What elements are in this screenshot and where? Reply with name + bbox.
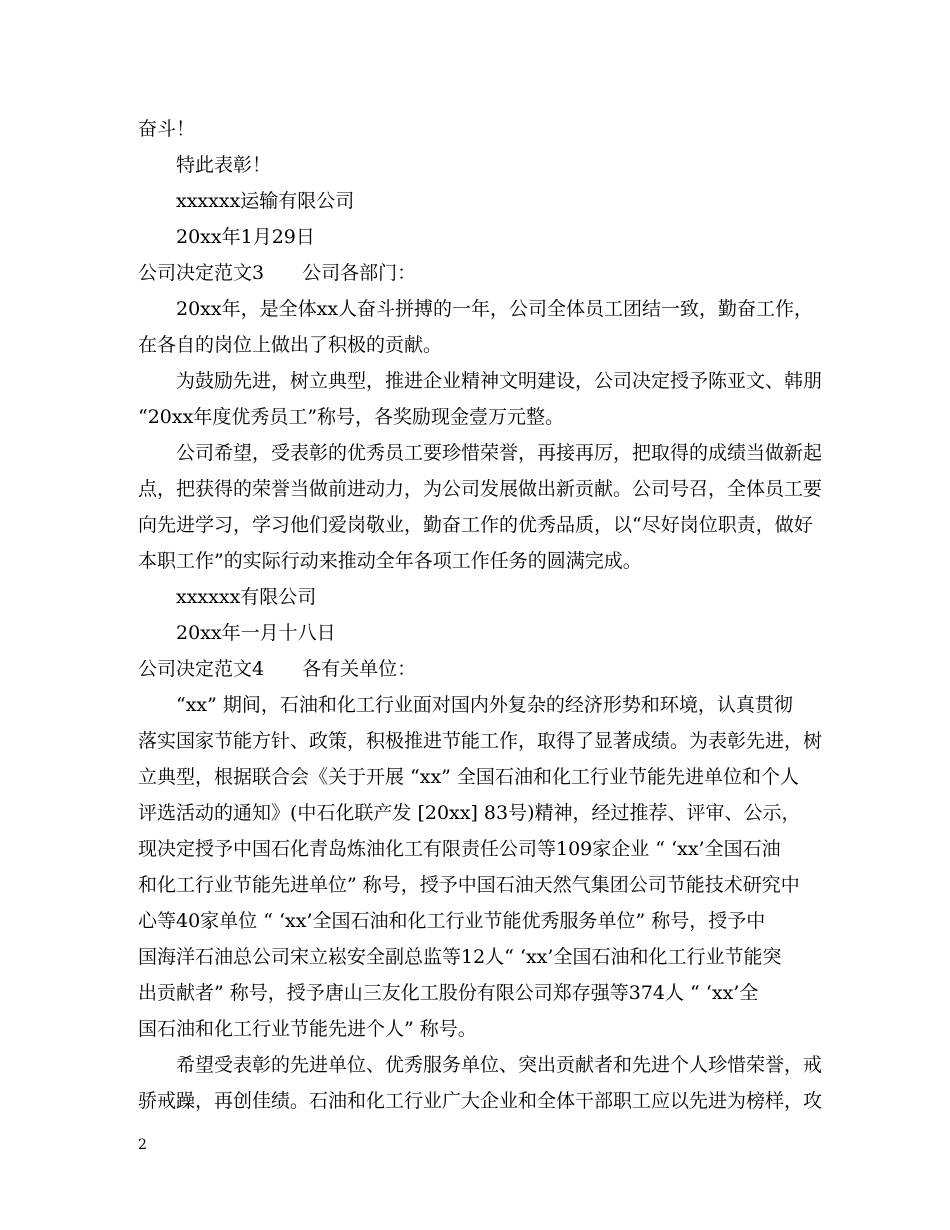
text-line: 现决定授予中国石化青岛炼油化工有限责任公司等109家企业 “ ‘xx’全国石油 bbox=[138, 838, 781, 860]
text-line: 立典型，根据联合会《关于开展 “xx” 全国石油和化工行业节能先进单位和个人 bbox=[138, 766, 799, 788]
text-line: xxxxxx运输有限公司 bbox=[176, 190, 355, 212]
text-line: 特此表彰！ bbox=[176, 154, 272, 176]
text-line: 希望受表彰的先进单位、优秀服务单位、突出贡献者和先进个人珍惜荣誉，戒 bbox=[176, 1054, 823, 1076]
text-line: 评选活动的通知》(中石化联产发 [20xx] 83号)精神，经过推荐、评审、公示， bbox=[138, 802, 801, 824]
text-line: 骄戒躁，再创佳绩。石油和化工行业广大企业和全体干部职工应以先进为榜样，攻 bbox=[138, 1090, 823, 1112]
text-line: 国石油和化工行业节能先进个人” 称号。 bbox=[138, 1018, 477, 1040]
text-line: 本职工作”的实际行动来推动全年各项工作任务的圆满完成。 bbox=[138, 550, 642, 572]
text-line: 和化工行业节能先进单位” 称号，授予中国石油天然气集团公司节能技术研究中 bbox=[138, 874, 800, 896]
text-line: “xx” 期间，石油和化工行业面对国内外复杂的经济形势和环境，认真贯彻 bbox=[176, 694, 793, 716]
text-line: 20xx年一月十八日 bbox=[176, 622, 336, 644]
section-heading: 公司决定范文4 各有关单位： bbox=[138, 658, 417, 680]
text-line: 出贡献者” 称号，授予唐山三友化工股份有限公司郑存强等374人 “ ‘xx’全 bbox=[138, 982, 759, 1004]
text-line: 心等40家单位 “ ‘xx’全国石油和化工行业节能优秀服务单位” 称号，授予中 bbox=[138, 910, 766, 932]
text-line: “20xx年度优秀员工”称号，各奖励现金壹万元整。 bbox=[138, 406, 565, 428]
text-line: 20xx年1月29日 bbox=[176, 226, 315, 248]
text-line: 向先进学习，学习他们爱岗敬业，勤奋工作的优秀品质，以“尽好岗位职责，做好 bbox=[138, 514, 813, 536]
text-line: 20xx年，是全体xx人奋斗拼搏的一年，公司全体员工团结一致，勤奋工作， bbox=[176, 298, 814, 320]
text-line: 点，把获得的荣誉当做前进动力，为公司发展做出新贡献。公司号召，全体员工要 bbox=[138, 478, 823, 500]
text-line: 国海洋石油总公司宋立崧安全副总监等12人“ ‘xx’全国石油和化工行业节能突 bbox=[138, 946, 782, 968]
text-line: 为鼓励先进，树立典型，推进企业精神文明建设，公司决定授予陈亚文、韩朋 bbox=[176, 370, 823, 392]
text-line: 公司希望，受表彰的优秀员工要珍惜荣誉，再接再厉，把取得的成绩当做新起 bbox=[176, 442, 823, 464]
section-heading: 公司决定范文3 公司各部门： bbox=[138, 262, 417, 284]
text-line: 在各自的岗位上做出了积极的贡献。 bbox=[138, 334, 443, 356]
page-number: 2 bbox=[138, 1137, 147, 1153]
text-line: 落实国家节能方针、政策，积极推进节能工作，取得了显著成绩。为表彰先进，树 bbox=[138, 730, 823, 752]
text-line: xxxxxx有限公司 bbox=[176, 586, 317, 608]
text-line: 奋斗！ bbox=[138, 118, 196, 140]
